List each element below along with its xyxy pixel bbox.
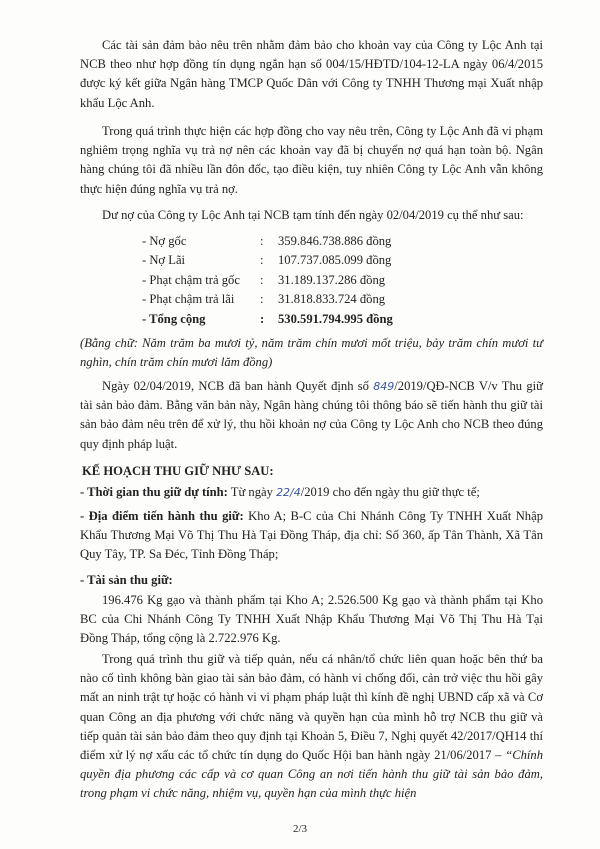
debt-value: 107.737.085.099 đồng [278,253,392,268]
debt-value: 31.189.137.286 đồng [278,272,386,287]
decision-text-after: /2019/QĐ-NCB V/v Thu giữ tài sản bảo đảm. Bằng văn bản này, Ngân hàng chúng tôi thông báo sẽ tiến hành thu giữ tài sản bảo đảm nêu trên để xử lý, thu hồi khoản nợ của Công ty Lộc Anh cho NCB theo đúng quy định pháp luật. [80,379,543,451]
time-label: - Thời gian thu giữ dự tính: [80,485,228,499]
debt-row-interest-penalty [142,290,442,309]
decision-text-before: Ngày 02/04/2019, NCB đã ban hành Quyết định số [102,379,374,393]
debt-colon: : [260,292,264,307]
debt-row-interest [142,251,442,270]
plan-time [80,483,543,502]
paragraph-support-request [80,650,543,804]
support-request-quote: “Chính quyền địa phương các cấp và cơ quan Công an nơi tiến hành thu giữ tài sản bảo đảm, trong phạm vi chức năng, nhiệm vụ, quyền hạn của mình thực hiện [80,748,543,801]
handwritten-decision-number: 849 [373,380,395,393]
debt-value: 31.818.833.724 đồng [278,292,386,307]
debt-row-principal-penalty [142,271,442,290]
debt-row-total [142,310,442,329]
plan-heading: KẾ HOẠCH THU GIỮ NHƯ SAU: [82,464,274,478]
paragraph-collateral-purpose: Các tài sản đảm bảo nêu trên nhằm đảm bảo cho khoản vay của Công ty Lộc Anh tại NCB theo như hợp đồng tín dụng ngắn hạn số 004/15/HĐTD/104-12-LA ngày 06/4/2015 được ký kết giữa Ngân hàng TMCP Quốc Dân với Công ty TNHH Thương mại Xuất nhập khẩu Lộc Anh. [80,38,543,110]
debt-table [142,232,442,329]
support-request-text: Trong quá trình thu giữ và tiếp quản, nếu cá nhân/tổ chức liên quan hoặc bên thứ ba nào cố tình không bàn giao tài sản bảo đảm, có hành vi chống đối, cản trở việc thu hồi gây mất an ninh trật tự hoặc có hành vi vi phạm pháp luật thì kính đề nghị UBND cấp xã và Cơ quan Công an địa phương với chức năng và quyền hạn của mình hỗ trợ NCB thu giữ và tiếp quản tài sản bảo đảm theo quy định tại Khoản 5, Điều 7, Nghị quyết 42/2017/QH14 thí điểm xử lý nợ xấu các tổ chức tín dụng do Quốc Hội ban hành ngày 21/06/2017 – [80,652,543,763]
debt-row-principal [142,232,442,251]
time-text-before: Từ ngày [227,485,277,499]
debt-colon: : [260,253,264,268]
place-label: - Địa điểm tiến hành thu giữ: [80,509,244,523]
place-text: Kho A; B-C của Chi Nhánh Công Ty TNHH Xuất Nhập Khẩu Thương Mại Võ Thị Thu Hà Tại Đồng Tháp, địa chỉ: Số 360, ấp Tân Thành, Xã Tân Quy Tây, TP. Sa Đéc, Tỉnh Đồng Tháp; [80,509,543,562]
debt-label: - Nợ Lãi [142,253,186,268]
debt-label: - Nợ gốc [142,234,187,248]
time-text-after: /2019 cho đến ngày thu giữ thực tế; [300,485,480,499]
debt-label: - Phạt chậm trả lãi [142,292,235,307]
debt-label: - Tổng cộng [142,311,206,326]
paragraph-assets: 196.476 Kg gạo và thành phẩm tại Kho A; 2.526.500 Kg gạo và thành phẩm tại Kho BC của Chi Nhánh Công Ty TNHH Xuất Nhập Khẩu Thương Mại Võ Thị Thu Hà Tại Đồng Tháp, tổng cộng là 2.722.976 Kg. [80,593,543,646]
plan-place [80,507,543,565]
debt-value: 359.846.738.886 đồng [278,234,392,248]
paragraph-violation: Trong quá trình thực hiện các hợp đồng cho vay nêu trên, Công ty Lộc Anh đã vi phạm nghiêm trọng nghĩa vụ trả nợ nên các khoản vay đã bị chuyển nợ quá hạn toàn bộ. Ngân hàng chúng tôi đã nhiều lần đôn đốc, tạo điều kiện, tuy nhiên Công ty Lộc Anh vẫn không thực hiện đúng nghĩa vụ trả nợ. [80,124,543,196]
debt-colon: : [260,234,264,248]
handwritten-date: 22/4 [276,486,301,499]
paragraph-debt-intro: Dư nợ của Công ty Lộc Anh tại NCB tạm tính đến ngày 02/04/2019 cụ thể như sau: [102,208,524,222]
amount-in-words: (Bằng chữ: Năm trăm ba mươi tỷ, năm trăm chín mươi mốt triệu, bảy trăm chín mươi tư nghìn, chín trăm chín mươi lăm đồng) [80,336,543,370]
debt-value: 530.591.794.995 đồng [278,311,393,326]
assets-label: - Tài sản thu giữ: [80,573,173,587]
page-number: 2/3 [292,823,308,835]
debt-colon: : [260,272,264,287]
paragraph-decision [80,377,543,454]
debt-label: - Phạt chậm trả gốc [142,272,240,287]
debt-colon: : [260,311,265,326]
